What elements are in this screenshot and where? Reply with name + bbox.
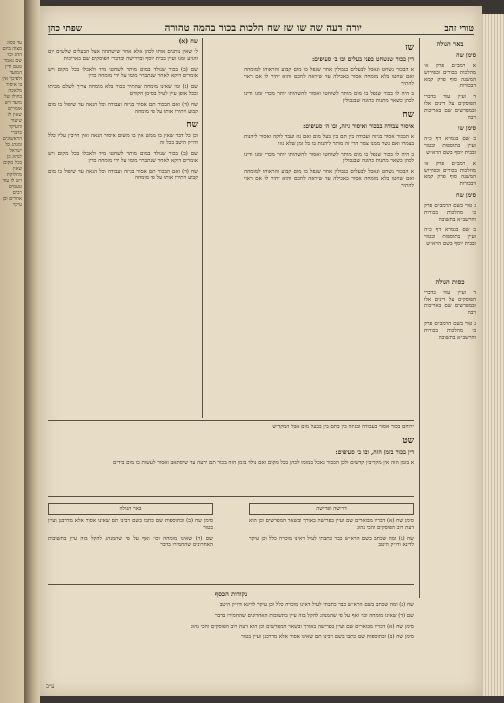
lower-rule [48,496,414,497]
lower-right-text: סימן שח (א) דבריו מבוארים שם ועיין בפרישה באורך ובשאר המפרשים וכן הוא דעת רוב הפוסקים והכי נהוג [249,518,414,531]
commentary-para-4: שח (ד) ואם הבכור תם אסור בגיזה ועבודה וכל הנאה עד שיפול בו מום קבוע ויתירו אותו על פי מומחה [48,101,198,115]
right-margin-text-4b: ג טור בשם הרמב״ם פרק ב׳ מהלכות בכורות והרשב״א בתשובה [424,320,476,341]
page-header [48,18,474,35]
bottom-text-3: סימן שח (א) דבריו מבוארים שם ועיין בפרישה באורך ובשאר המפרשים וכן הוא דעת רוב הפוסקים והכי נהוג [190,623,414,630]
siman-text-2c: א הבכור נשחט ונאכל לבעלים בגבולין אחר שנפל בו מום קבוע והראוהו למומחה ואם שחטו בלא מומחה אסור באכילה עד שיראה לחכם והוא יתיר לו אם ראוי להתיר [244,169,414,189]
commentary-para-3: שם (ג) ומי שאינו מומחה שהתיר בכור בלא מומחה צריך לשלם מביתו ובכל אופן עיין לעיל בסימן הקודם [48,84,198,97]
lower-left-text: סימן שח (ב) ובתוספות שם כתבו בשם רבינו תם שאינו אסור אלא מדרבנן ועיין בטור [48,518,213,531]
right-margin-text-2b: א רמב״ם פרק א׳ מהלכות בכורים ובפירוש המשנה סוף פרק קמא דבכורות [424,160,476,188]
right-margin-column [424,38,476,638]
siman-subheading-2: איסור עבודה בבכור ואיסור גיזה, ובו ה׳ סעיפים: [303,122,414,130]
commentary-para-1: ל׳ שאין נותנים אותו לכהן אלא אחר שישתהה אצל הבעלים שלשים יום והגיע זמנו ועיין בבית יוסף ובדרישה ובדברי הפוסקים שם באריכות [48,49,198,62]
left-page [0,0,24,703]
commentary-para-2: שם (ב) בכור שנולד במום מותר לשחטו מיד ולאכלו בכל מקום ויש אומרים דוקא לאחר שנתברר מומו על ידי מומחה כדין [48,66,198,80]
siman-text-1b: ב היה לו בכור שנפל בו מום מותר לשוחטו ואסור להשהותו יותר מכדי זמנו ודינו לכהן כשאר מתנות כהונה שבגבולין [244,91,414,105]
header-title: יורה דעה שה שו שז שח הלכות בכור בהמה טהורה [164,23,362,34]
siman-heading-2: שח [402,109,414,120]
drisha-box: דרישה ופרישה [249,503,414,515]
siman-text-3: א בזמן הזה אין מקריבין קדשים ולכן הבכור נאכל במומו לכהן בכל מקום ואם נולד בזמן הזה בכור תם ירעה עד שיסתאב ואסור לעשות בו מום בידים [113,459,414,466]
siman-text-1: א הבכור נשחט ונאכל לבעלים בגבולין אחר שנפל בו מום קבוע והראוהו למומחה ואם שחטו בלא מומחה אסור באכילה עד שיראה לחכם והוא יתיר לו אם ראוי להתיר [244,67,414,87]
column-divider [202,38,203,418]
lower-right-column [249,500,414,580]
footnote-line: ירוחם בכור אסור בעבודה ובגיזה בין בתם בין בבעל מום אבל המקדיש [272,424,414,430]
commentary-column [48,38,198,418]
right-margin-text-3b: ב שם בגמרא דף כ״ה ועיין בתוספות ובטור ובבית יוסף בשם הרא״ש [424,227,476,247]
right-margin-text-1: א רמב״ם פרק א׳ מהלכות בכורים ובפירוש המשנה סוף פרק קמא דבכורות [424,63,476,90]
bottom-text-1: שח (ג) ומה שכתב בשם הרא״ש כבר כתבתי לעיל דאינו מוכרח כלל וכן עיקר לדינא ודו״ק היטב [219,602,414,608]
section-rule [48,420,414,421]
siman-text-2b: ב היה לו בכור שנפל בו מום מותר לשוחטו ואסור להשהותו יותר מכדי זמנו ודינו לכהן כשאר מתנות כהונה שבגבולין [244,151,414,165]
siman-text-2: א הבכור אסור בגיזה ועבודה בין תם בין בעל מום ואם גזז ועבד לוקה ואסור ליהנות בצמרו ואם נשר ממנו צמר הרי זה מותר ליהנות בו כל זמן שלא גזזו [244,133,414,147]
siman-heading-1: שז [405,43,414,53]
siman-heading-3: שט [402,435,414,446]
lower-left-column [48,500,213,580]
lower-right-text-2: שח (ג) ומה שכתב בשם הרא״ש כבר כתבתי לעיל דאינו מוכרח כלל וכן עיקר לדינא ודו״ק היטב [249,535,414,549]
commentary-more: וכן כל דבר שאין בו ממש אין בו משום איסור הנאה ואין חייבין עליו כלל ודו״ק היטב בכל זה [48,133,198,147]
commentary-head: שח (א) [178,38,198,45]
commentary-more-3: שח (ד) ואם הבכור תם אסור בגיזה ועבודה וכל הנאה עד שיפול בו מום קבוע ויתירו אותו על פי מומחה [48,168,198,182]
siman-309-block [48,424,414,474]
bottom-text-2: שם (ד) שאינו מומחה וכו׳ ואף על פי שהמנהג להקל בזה עיין בתשובות האחרונים שהחמירו בדבר [214,612,414,619]
right-margin-head-2: כסות הגולה [435,277,465,286]
commentary-section: שח [186,120,198,131]
right-margin-text-1b: ד ועיין עוד בדברי הפוסקים על דינים אלו ובמפרשים שם באריכות רבה [424,94,476,121]
commentary-more-2: שם (ב) בכור שנולד במום מותר לשחטו מיד ולאכלו בכל מקום ויש אומרים דוקא לאחר שנתברר מומו על ידי מומחה כדין [48,150,198,164]
book-spine [24,0,40,703]
bottom-rule [48,584,414,585]
right-margin-head: באר הגולה [436,40,464,48]
header-left: שפתי כהן [48,24,83,34]
header-right: טורי זהב [444,24,474,34]
right-margin-text-3: ג טור בשם הרמב״ם פרק ב׳ מהלכות בכורות והרשב״א בתשובה [424,202,476,223]
margin-divider [419,38,420,598]
right-margin-siman-3: סימן שח [456,191,476,199]
main-column [244,38,414,418]
bottom-head: נקודות הכסף [214,590,248,598]
page-edges [482,14,504,696]
right-margin-text-2: ב שם בגמרא דף כ״ה ועיין בתוספות ובטור ובבית יוסף בשם הרא״ש [424,136,476,156]
left-page-text: עד בסוג מצוה ביום החג וכו׳ שם נאמר טעם ודין המועד ולפיכך אין בו איסור מלאכה בחולו של מועד ויש אומרים שאין לו שיעור והעיקר כדברי הראשונים ומנהג כל ישראל לנהוג כן בכל מקום שאין מחלוקת ויש לו עוד טעמים רבים אחרים וכן עיקר [2,40,22,208]
bottom-block [48,588,414,684]
page-number: ע״ב [46,683,55,690]
right-margin-siman-2: סימן שו [458,125,476,133]
bottom-text-4: סימן שח (ב) ובתוספות שם כתבו בשם רבינו תם שאינו אסור אלא מדרבנן ועיין בטור [241,634,414,641]
right-margin-text-4: ד ועיין עוד בדברי הפוסקים על דינים אלו ובמפרשים שם באריכות רבה [424,289,476,317]
right-page [40,6,482,696]
beer-box: באר הגולה [48,503,213,515]
lower-left-text-2: שם (ד) שאינו מומחה וכו׳ ואף על פי שהמנהג להקל בזה עיין בתשובות האחרונים שהחמירו בדבר [48,535,213,549]
right-margin-siman: סימן שה [456,52,476,59]
siman-subheading-3: דין בכור בזמן הזה, ובו ב׳ סעיפים: [335,448,414,456]
siman-subheading-1: דין בכור שנשחט בפני בעלים ובו ב׳ סעיפים: [311,56,414,63]
